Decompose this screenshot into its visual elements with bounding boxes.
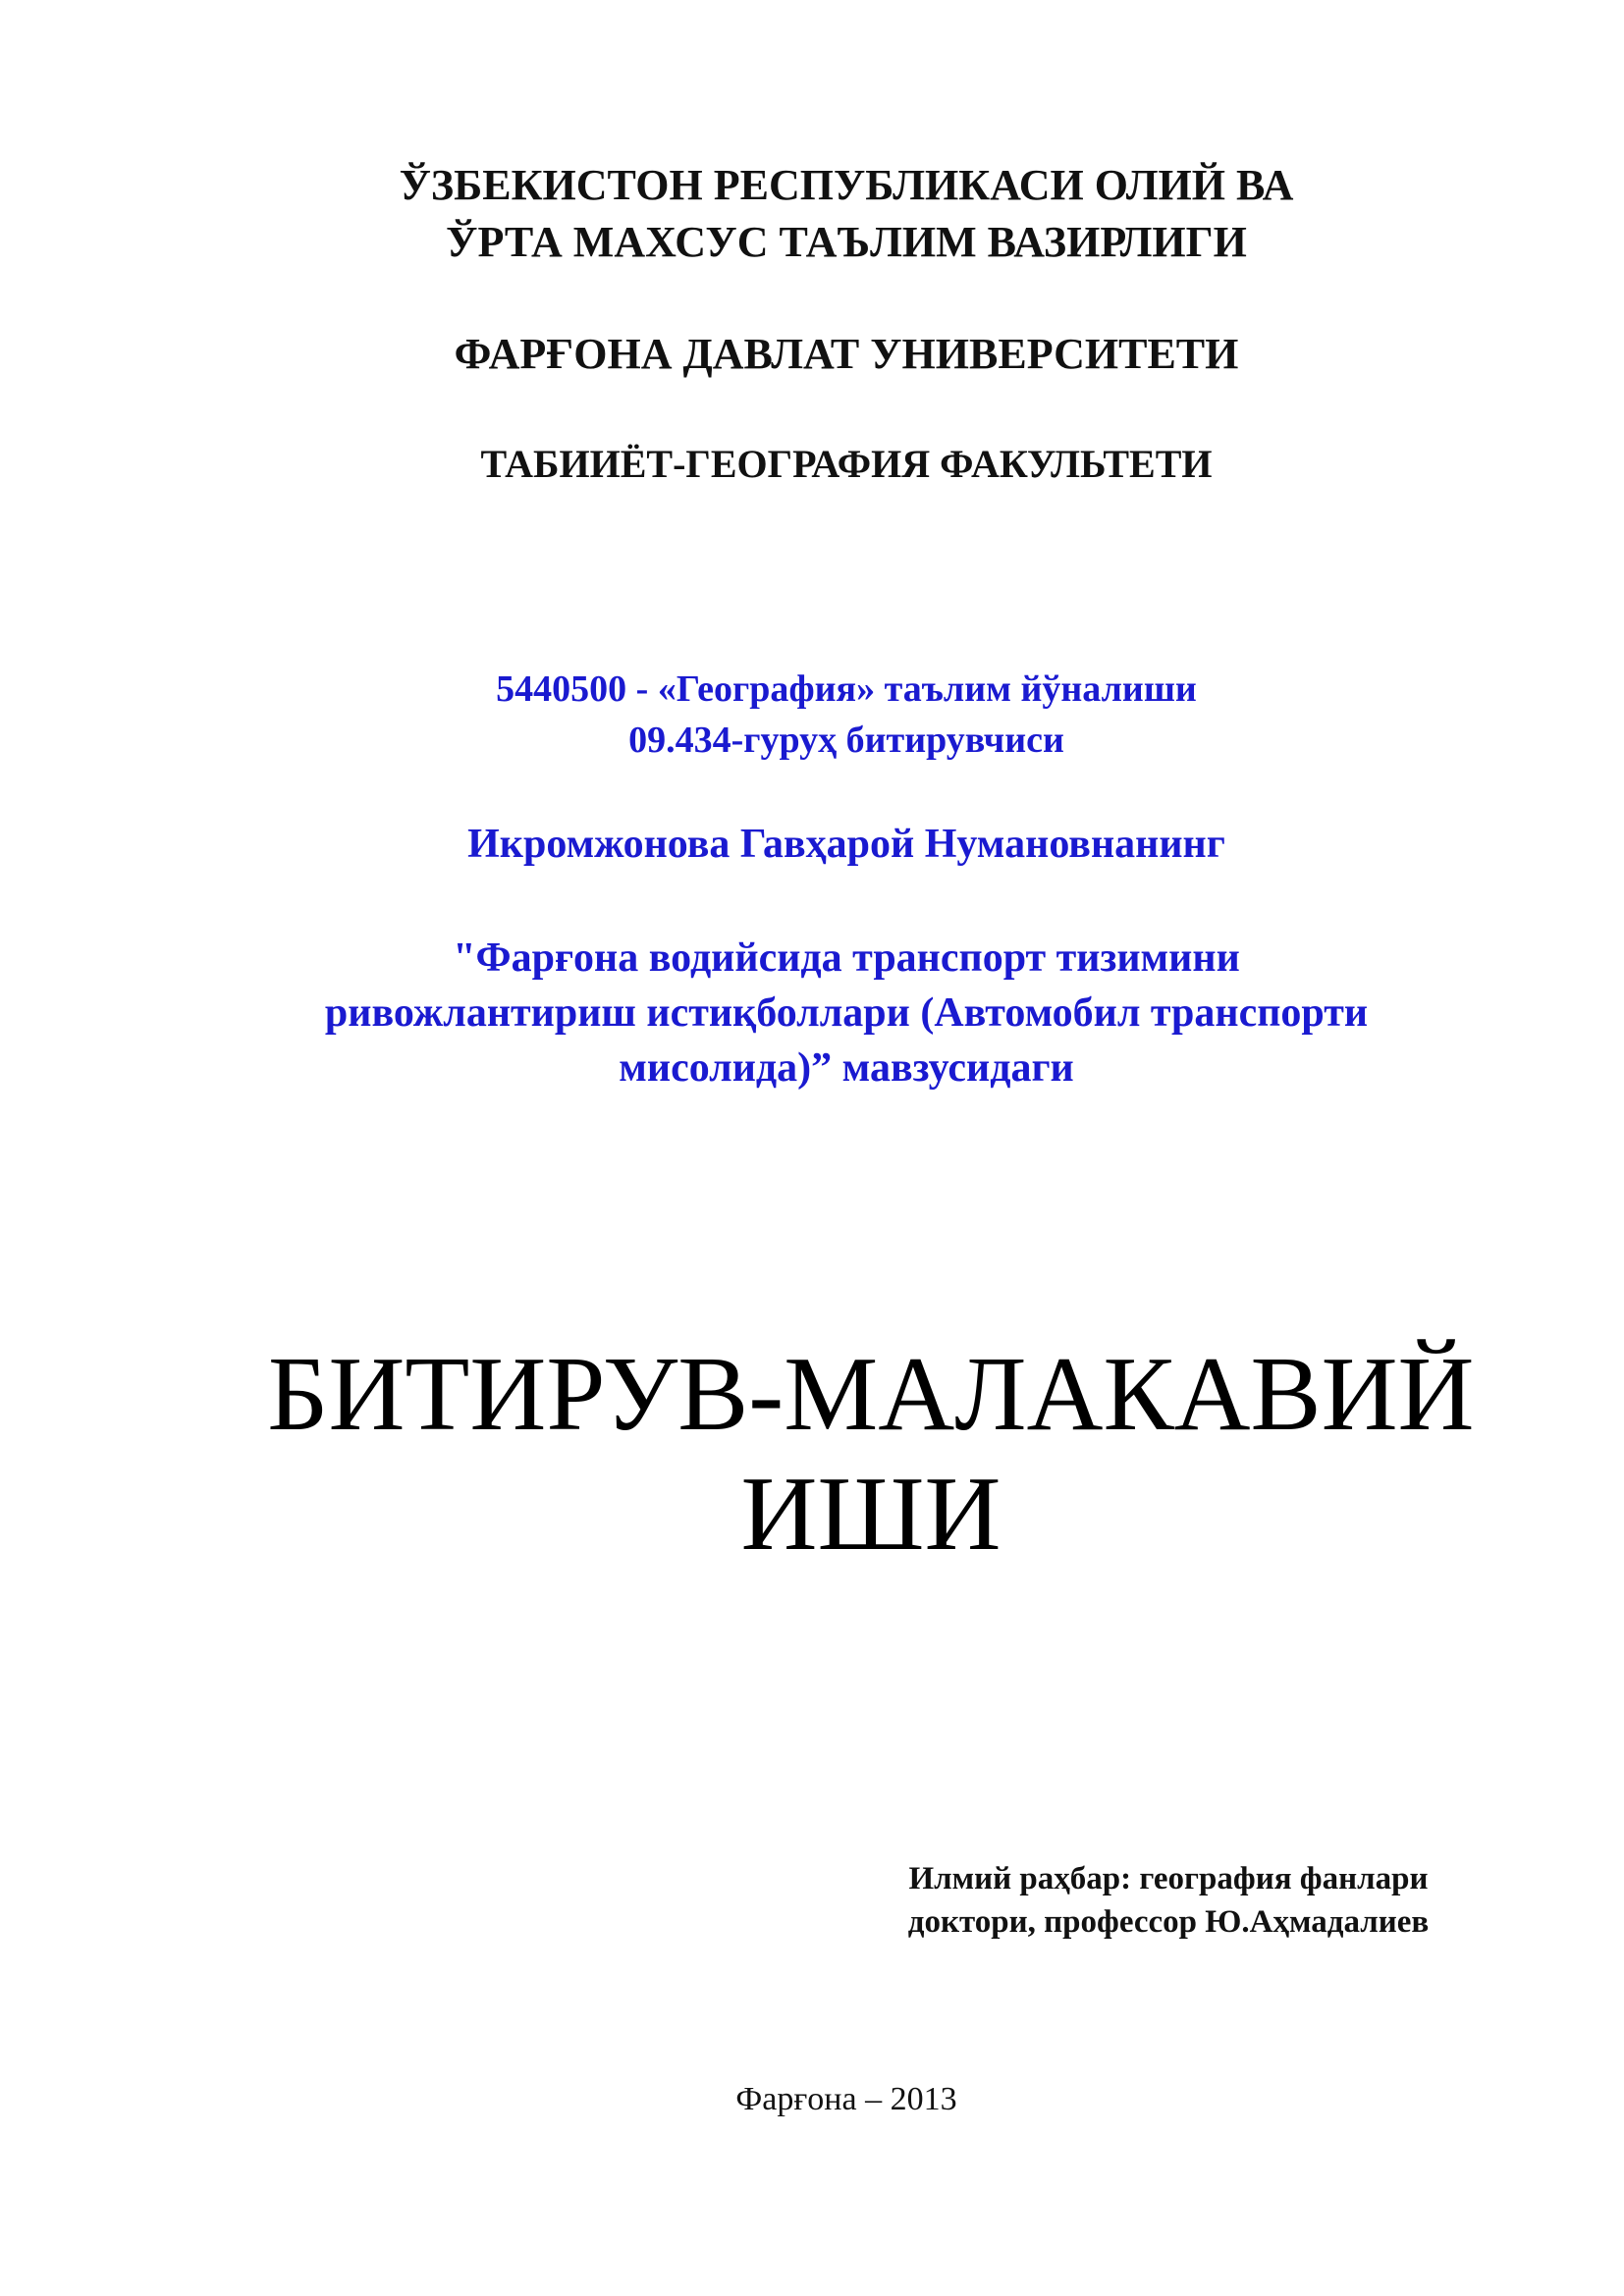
- group-line: 09.434-гуруҳ битирувчиси: [628, 720, 1064, 761]
- footer-city-year: [0, 2077, 1624, 2122]
- document-type-line-1: БИТИРУВ-МАЛАКАВИЙ: [267, 1336, 1475, 1453]
- document-type-line-2: ИШИ: [740, 1456, 1001, 1573]
- university-line: ФАРҒОНА ДАВЛАТ УНИВЕРСИТЕТИ: [454, 330, 1239, 378]
- faculty-name: [0, 438, 1624, 491]
- supervisor-line-2: доктори, профессор Ю.Аҳмадалиев: [907, 1904, 1430, 1940]
- thesis-topic: [0, 931, 1624, 1095]
- topic-line-2: ривожлантириш истиқболлари (Автомобил транспорти: [324, 990, 1369, 1036]
- university-name: [0, 326, 1624, 383]
- supervisor-line-1: Илмий раҳбар: география фанлари: [908, 1861, 1429, 1896]
- program-line: 5440500 - «География» таълим йўналиши: [496, 668, 1197, 710]
- supervisor-info: [854, 1857, 1483, 1944]
- topic-line-3: мисолида)” мавзусидаги: [619, 1045, 1074, 1091]
- ministry-header: [0, 157, 1624, 271]
- city-year-line: Фарғона – 2013: [735, 2081, 957, 2117]
- topic-line-1: "Фарғона водийсида транспорт тизимини: [453, 935, 1240, 981]
- faculty-line: ТАБИИЁТ-ГЕОГРАФИЯ ФАКУЛЬТЕТИ: [480, 442, 1213, 486]
- document-type-title: [0, 1335, 1624, 1575]
- ministry-line-2: ЎРТА МАХСУС ТАЪЛИМ ВАЗИРЛИГИ: [446, 218, 1247, 266]
- student-name-line: Икромжонова Гавҳарой Нумановнанинг: [467, 822, 1225, 867]
- ministry-line-1: ЎЗБЕКИСТОН РЕСПУБЛИКАСИ ОЛИЙ ВА: [399, 161, 1294, 209]
- program-info: [0, 664, 1624, 766]
- student-name: [0, 817, 1624, 872]
